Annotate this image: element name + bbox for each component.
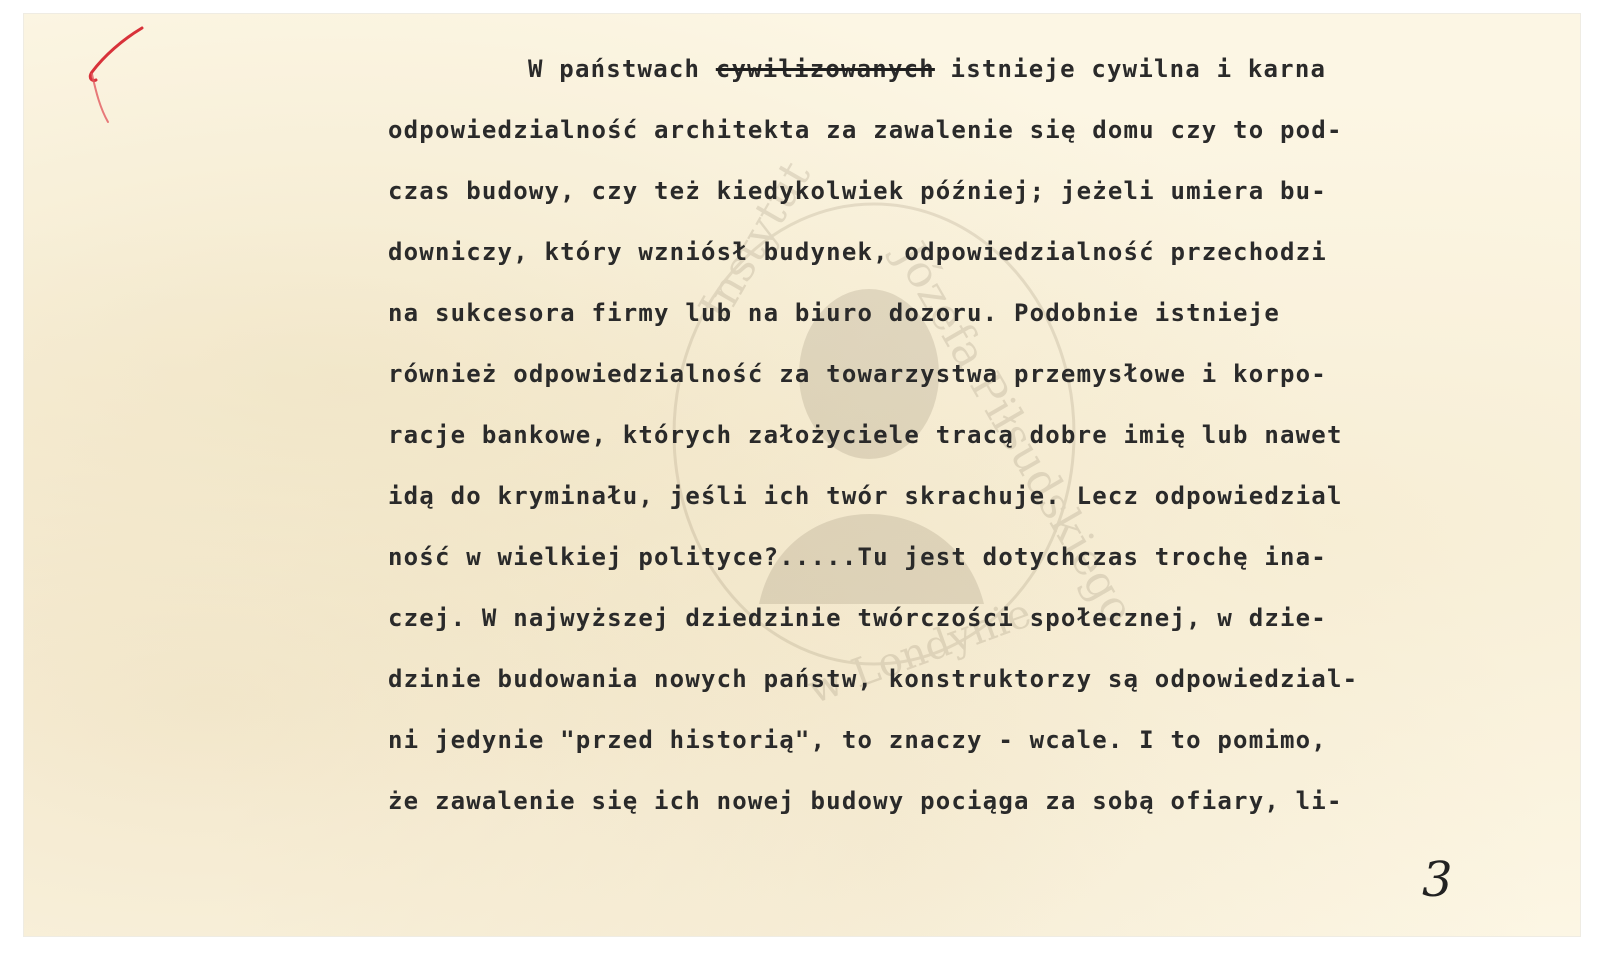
text-line-6: również odpowiedzialność za towarzystwa przemysłowe i korpo-: [388, 360, 1327, 388]
text-line-11: dzinie budowania nowych państw, konstruktorzy są odpowiedzial-: [388, 665, 1359, 693]
text-line-2: odpowiedzialność architekta za zawalenie się domu czy to pod-: [388, 116, 1343, 144]
text-line-13: że zawalenie się ich nowej budowy pociąga za sobą ofiary, li-: [388, 787, 1343, 815]
text-line-5: na sukcesora firmy lub na biuro dozoru. Podobnie istnieje: [388, 299, 1281, 327]
text-line-8: idą do kryminału, jeśli ich twór skrachuje. Lecz odpowiedzial: [388, 482, 1343, 510]
text-line-10: czej. W najwyższej dziedzinie twórczości społecznej, w dzie-: [388, 604, 1327, 632]
typed-text-block: [388, 54, 1568, 847]
handwritten-page-number: 3: [1422, 852, 1453, 908]
typewritten-sheet: [24, 14, 1580, 936]
text-line-3: czas budowy, czy też kiedykolwiek później; jeżeli umiera bu-: [388, 177, 1327, 205]
struck-word: cywilizowanych: [715, 55, 935, 83]
svg-text:w Londynie: w Londynie: [801, 590, 1038, 714]
text-line-4: downiczy, który wzniósł budynek, odpowiedzialność przechodzi: [388, 238, 1327, 266]
svg-text:Instytut: Instytut: [689, 152, 821, 330]
text-line-9: ność w wielkiej polityce?.....Tu jest dotychczas trochę ina-: [388, 543, 1327, 571]
red-pencil-mark: [62, 22, 152, 132]
text-line-12: ni jedynie "przed historią", to znaczy - wcale. I to pomimo,: [388, 726, 1327, 754]
line-1-start: W państwach: [528, 55, 716, 83]
line-1-end: istnieje cywilna i karna: [934, 55, 1327, 83]
svg-text:Józefa Piłsudskiego: Józefa Piłsudskiego: [884, 234, 1145, 633]
text-line-1: [388, 54, 1568, 115]
text-line-7: racje bankowe, których założyciele tracą dobre imię lub nawet: [388, 421, 1343, 449]
